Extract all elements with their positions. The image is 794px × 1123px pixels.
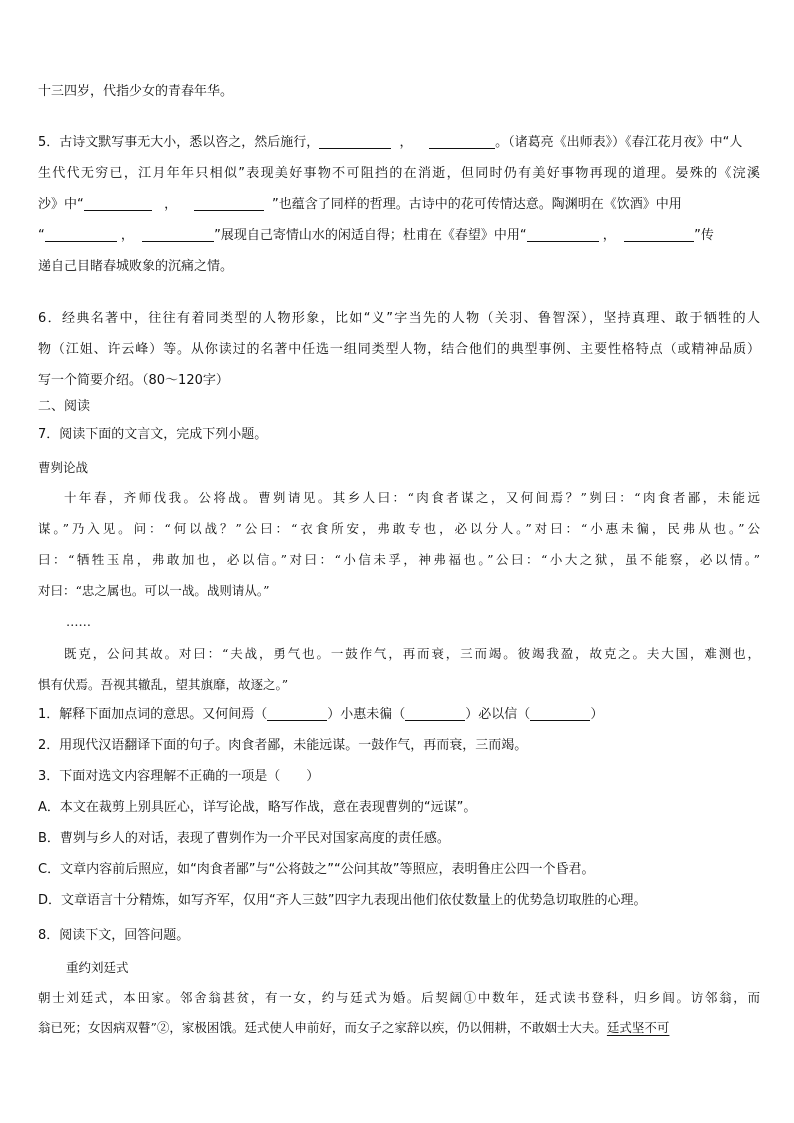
passage-line: 十年春，齐师伐我。公将战。曹刿请见。其乡人曰：“肉食者谋之，又何间焉？”刿曰：“肉食者鄙，未能远	[64, 490, 760, 505]
q5-line-3: 沙》中“ ， ”也蕴含了同样的哲理。古诗中的花可传情达意。陶渊明在《饮酒》中用	[38, 197, 682, 212]
passage-ellipsis: ……	[66, 614, 91, 629]
q6-line-3: 写一个简要介绍。（80～120字）	[38, 373, 229, 388]
option-b: B．曹刿与乡人的对话，表现了曹刿作为一介平民对国家高度的责任感。	[38, 831, 450, 846]
answer-blank[interactable]	[84, 196, 152, 211]
q5-line-5: 递自己目睹春城败象的沉痛之情。	[38, 259, 234, 274]
q5-line-1: 5．古诗文默写事无大小，悉以咨之，然后施行， ， 。（诸葛亮《出师表》）《春江花月夜》中“人	[38, 135, 743, 150]
sub-question-2: 2．用现代汉语翻译下面的句子。肉食者鄙，未能远谋。一鼓作气，再而衰，三而竭。	[38, 738, 528, 753]
q5-line-4: “ ， ”展现自己寄情山水的闲适自得；杜甫在《春望》中用“ ， ”传	[38, 228, 714, 243]
answer-blank[interactable]	[530, 706, 590, 721]
sub-question-1: 1．解释下面加点词的意思。又何间焉（ ）小惠未徧（ ）必以信（ ）	[38, 707, 604, 722]
passage-line: 谋。”乃入见。问：“何以战？”公曰：“衣食所安，弗敢专也，必以分人。”对曰：“小惠未徧，民弗从也。”公	[38, 521, 760, 536]
answer-blank[interactable]	[319, 134, 391, 149]
answer-blank[interactable]	[142, 227, 214, 242]
q7-prompt: 7．阅读下面的文言文，完成下列小题。	[38, 427, 268, 442]
passage-line: 既克，公问其故。对曰：“夫战，勇气也。一鼓作气，再而衰，三而竭。彼竭我盈，故克之。夫大国，难测也，	[64, 646, 760, 661]
q5-line-2: 生代代无穷已，江月年年只相似”表现美好事物不可阻挡的在消逝，但同时仍有美好事物再现的道理。晏殊的《浣溪	[38, 166, 760, 181]
answer-blank[interactable]	[527, 227, 599, 242]
passage-line: 惧有伏焉。吾视其辙乱，望其旗靡，故逐之。”	[38, 677, 289, 692]
option-a: A．本文在裁剪上别具匠心，详写论战，略写作战，意在表现曹刿的“远谋”。	[38, 800, 477, 815]
answer-blank[interactable]	[429, 134, 495, 149]
answer-blank[interactable]	[194, 196, 264, 211]
q6-line-2: 物（江姐、许云峰）等。从你读过的名著中任选一组同类型人物，结合他们的典型事例、主要性格特点（或精神品质）	[38, 342, 760, 357]
underlined-sentence: 廷式坚不可	[606, 1020, 670, 1035]
passage-line: 对曰：“忠之属也。可以一战。战则请从。”	[38, 583, 270, 598]
passage-title: 曹刿论战	[38, 460, 89, 475]
option-c: C．文章内容前后照应，如“肉食者鄙”与“公将鼓之”“公问其故”等照应，表明鲁庄公四一个昏君。	[38, 862, 595, 877]
passage-line: 朝士刘廷式，本田家。邻舍翁甚贫，有一女，约与廷式为婚。后契阔①中数年，廷式读书登科，归乡闾。访邻翁，而	[38, 990, 760, 1005]
passage-line: 曰：“牺牲玉帛，弗敢加也，必以信。”对曰：“小信未孚，神弗福也。”公曰：“小大之狱，虽不能察，必以情。”	[38, 552, 760, 567]
passage-title: 重约刘廷式	[66, 960, 129, 975]
sub-question-3: 3．下面对选文内容理解不正确的一项是（ ）	[38, 769, 320, 784]
option-d: D．文章语言十分精炼，如写齐军，仅用“齐人三鼓”四字九表现出他们依仗数量上的优势急切取胜的心理。	[38, 893, 647, 908]
section-heading: 二、阅读	[38, 399, 91, 414]
q6-line-1: 6．经典名著中，往往有着同类型的人物形象，比如“义”字当先的人物（关羽、鲁智深），坚持真理、敢于牺牲的人	[38, 311, 760, 326]
passage-line: 翁已死；女因病双瞽”②，家极困饿。廷式使人申前好，而女子之家辞以疾，仍以佣耕，不敢姻士大夫。廷式坚不可	[38, 1020, 670, 1035]
answer-blank[interactable]	[45, 227, 117, 242]
q8-prompt: 8．阅读下文，回答问题。	[38, 928, 190, 943]
answer-blank[interactable]	[267, 706, 327, 721]
answer-blank[interactable]	[624, 227, 694, 242]
intro-tail: 十三四岁，代指少女的青春年华。	[38, 84, 234, 99]
answer-blank[interactable]	[405, 706, 465, 721]
